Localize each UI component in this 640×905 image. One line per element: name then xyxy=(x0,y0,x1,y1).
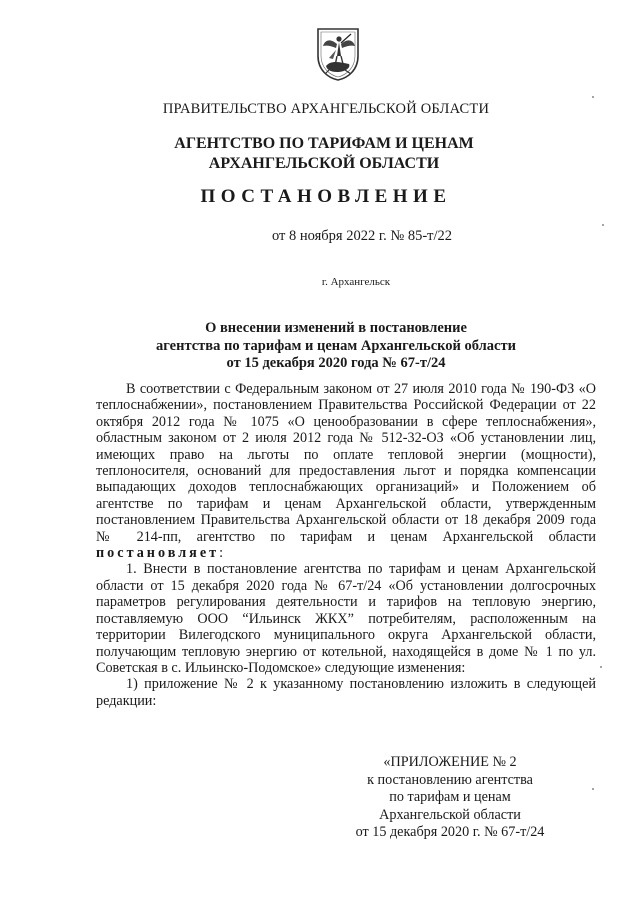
government-name: ПРАВИТЕЛЬСТВО АРХАНГЕЛЬСКОЙ ОБЛАСТИ xyxy=(162,101,490,117)
document-type: ПОСТАНОВЛЕНИЕ xyxy=(200,186,452,207)
scan-speck xyxy=(592,788,594,790)
body-paragraph-item1: 1. Внести в постановление агентства по тарифам и ценам Архангельской области от 15 декабря 2020 года № 67-т/24 «Об установлении долгосрочных параметров регулирования деятельности и тарифов на тепловую энергию, поставляемую ООО “Ильинск ЖКХ” потребителям, расположенным на территории Вилегодского муниципального округа Архангельской области, получающим тепловую энергию от котельной, находящейся в доме № 1 по ул. Советская в с. Ильинско-Подомское» следующие изменения: xyxy=(96,561,596,676)
resolution-verb: постановляет xyxy=(96,545,220,562)
appendix-line2: к постановлению агентства xyxy=(367,771,533,788)
scan-speck xyxy=(602,224,604,226)
subject-line2: агентства по тарифам и ценам Архангельской области xyxy=(156,337,516,354)
body-paragraph-item1-1: 1) приложение № 2 к указанному постановлению изложить в следующей редакции: xyxy=(96,676,596,709)
appendix-line4: Архангельской области xyxy=(379,806,521,823)
document-date-number: от 8 ноября 2022 г. № 85-т/22 xyxy=(271,228,453,244)
scan-speck xyxy=(592,96,594,98)
agency-name xyxy=(4,134,640,174)
agency-name-line2: АРХАНГЕЛЬСКОЙ ОБЛАСТИ xyxy=(208,155,440,172)
scan-speck xyxy=(600,666,602,668)
appendix-line5: от 15 декабря 2020 г. № 67-т/24 xyxy=(355,824,545,840)
subject-line3: от 15 декабря 2020 года № 67-т/24 xyxy=(226,355,446,371)
body-paragraph-preamble xyxy=(96,381,596,561)
appendix-line1: «ПРИЛОЖЕНИЕ № 2 xyxy=(383,754,517,770)
appendix-line3: по тарифам и ценам xyxy=(389,789,511,805)
preamble-text: В соответствии с Федеральным законом от 27 июля 2010 года № 190-ФЗ «О теплоснабжении», постановлением Правительства Российской Федерации от 22 октября 2012 года № 1075 «О ценообразовании в сфере теплоснабжения», областным законом от 2 июля 2012 года № 512-32-ОЗ «Об установлении лиц, имеющих право на льготы по оплате тепловой энергии (мощности), теплоносителя, оснований для предоставления льгот и порядка компенсации выпадающих доходов теплоснабжающих организаций» и Положением об агентстве по тарифам и ценам Архангельской области, утвержденным постановлением Правительства Архангельской области от 18 декабря 2009 года № 214-пп, агентство по тарифам и ценам Архангельской области xyxy=(96,381,596,545)
document-body xyxy=(96,381,596,709)
appendix-heading xyxy=(330,754,570,842)
preamble-colon: : xyxy=(219,545,224,562)
agency-name-line1: АГЕНТСТВО ПО ТАРИФАМ И ЦЕНАМ xyxy=(174,135,474,152)
coat-of-arms-icon xyxy=(315,26,361,82)
document-city: г. Архангельск xyxy=(321,276,391,288)
subject-line1: О внесении изменений в постановление xyxy=(205,320,467,336)
document-subject xyxy=(16,320,640,373)
